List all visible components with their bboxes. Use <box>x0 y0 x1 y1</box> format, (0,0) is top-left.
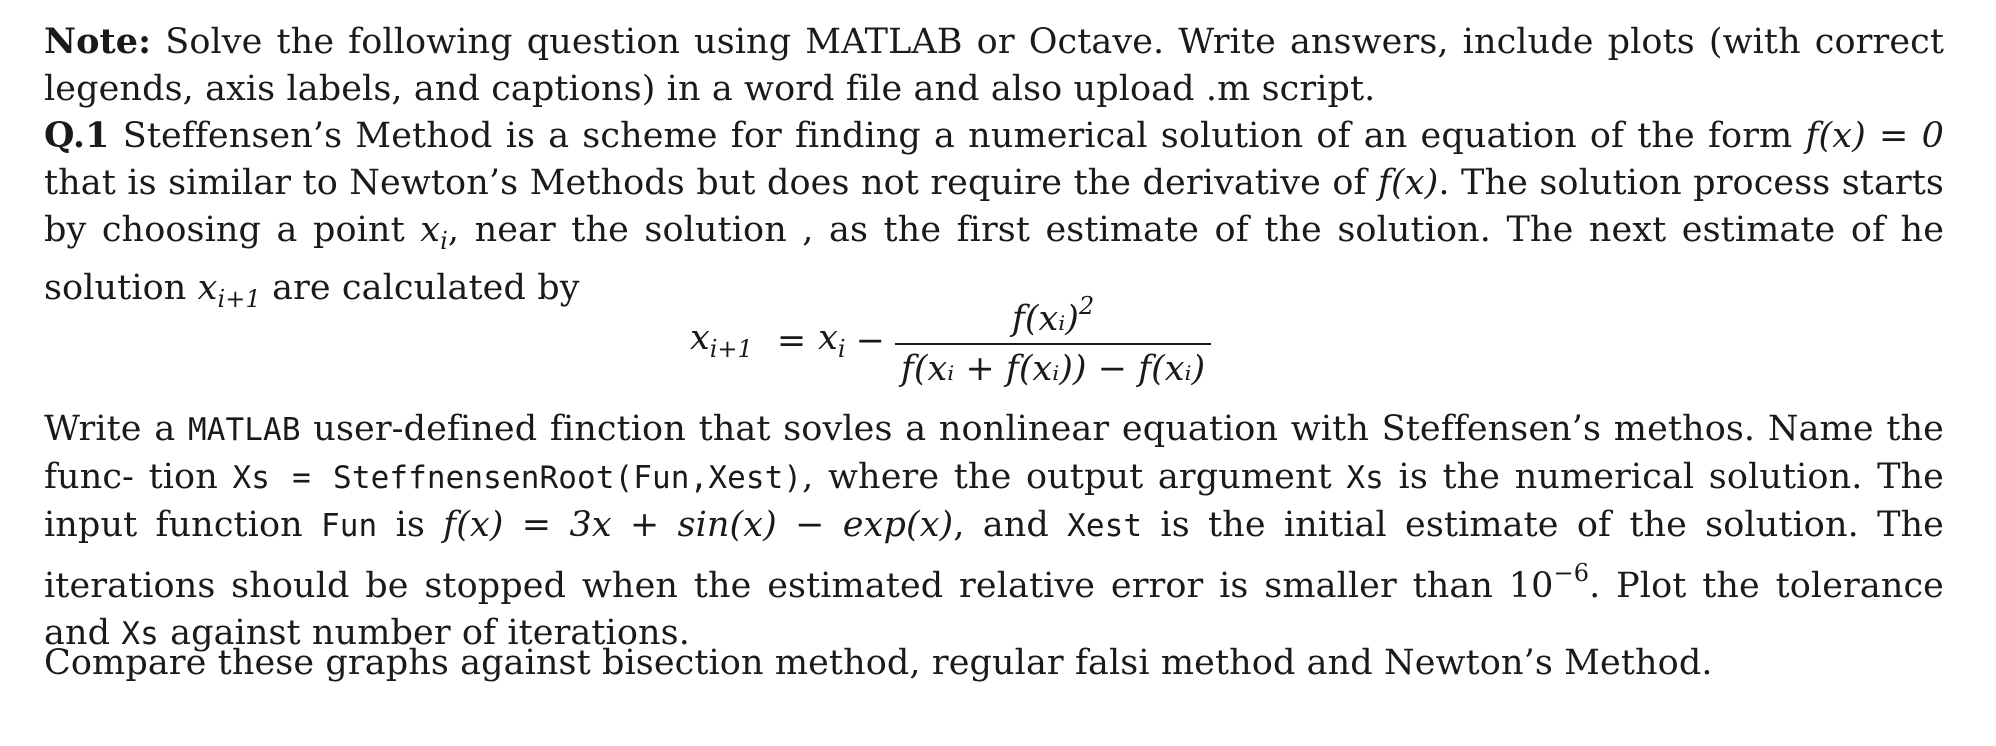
note-label: Note: <box>44 21 152 62</box>
xi-subscript: i <box>440 227 448 255</box>
question-text-4: , near the solution , as the first estimate of the solution. The next estimate of he solution <box>44 210 1945 308</box>
question-label: Q.1 <box>44 115 110 156</box>
task-text-6: , and <box>953 505 1068 545</box>
task-text-9: against number of iterations. <box>158 613 690 653</box>
function-signature: Xs = SteffnensenRoot(Fun,Xest) <box>232 460 803 496</box>
fun-input-arg: Fun <box>321 508 378 544</box>
equals-sign: = <box>776 320 807 361</box>
xi1-subscript: i+1 <box>217 285 261 313</box>
equation-lhs <box>690 318 753 363</box>
task-text-2: user-defined finction that sovles a nonlinear equation with Steffensen’s methos. Name the func- tion <box>44 409 1944 497</box>
fx-equals-zero: f(x) = 0 <box>1805 116 1944 156</box>
task-text-8: . Plot the tolerance and <box>44 566 1944 653</box>
question-text-1: Steffensen’s Method is a scheme for finding a numerical solution of an equation of the form <box>109 116 1806 156</box>
task-text-5: is <box>377 505 444 545</box>
task-text-1: Write a <box>44 409 188 449</box>
xest-input-arg: Xest <box>1067 508 1143 544</box>
minus-sign: − <box>855 320 885 361</box>
numerator-power: 2 <box>1078 292 1095 320</box>
equation-fraction <box>895 292 1211 389</box>
rhs-var: x <box>818 318 838 358</box>
xs-plot-arg: Xs <box>121 616 159 652</box>
xi-symbol: x <box>420 210 441 250</box>
compare-paragraph <box>44 640 1944 687</box>
equation-rhs-var <box>818 318 845 363</box>
fx-symbol: f(x) <box>1377 163 1439 203</box>
steffensen-equation <box>690 292 1211 389</box>
question-text-5: are calculated by <box>260 268 580 308</box>
xi1-symbol: x <box>197 268 218 308</box>
xs-output-arg: Xs <box>1346 460 1384 496</box>
numerator-text: f(xᵢ) <box>1011 299 1079 339</box>
task-text-7: is the initial estimate of the solution. The iterations should be stopped when the estimated relative error is smaller than 10 <box>44 505 1944 606</box>
tolerance-exponent: −6 <box>1553 559 1590 587</box>
lhs-subscript: i+1 <box>709 335 753 363</box>
fraction-numerator <box>1006 292 1100 343</box>
compare-text: Compare these graphs against bisection method, regular falsi method and Newton’s Method. <box>44 643 1713 683</box>
note-paragraph <box>44 18 1944 113</box>
matlab-word: MATLAB <box>188 412 301 448</box>
task-paragraph <box>44 406 1944 658</box>
task-text-4: is the numerical solution. The input function <box>44 457 1944 545</box>
question-text-3: . The solution process starts by choosing a point <box>44 163 1944 250</box>
lhs-var: x <box>690 318 710 358</box>
function-definition: f(x) = 3x + sin(x) − exp(x) <box>443 505 954 545</box>
fraction-denominator: f(xᵢ + f(xᵢ)) − f(xᵢ) <box>900 349 1206 389</box>
rhs-subscript: i <box>837 335 846 363</box>
note-text: Solve the following question using MATLAB or Octave. Write answers, include plots (with correct legends, axis labels, and captions) in a word file and also upload .m script. <box>44 22 1944 109</box>
question-text-2: that is similar to Newton’s Methods but does not require the derivative of <box>44 163 1378 203</box>
task-text-3: , where the output argument <box>802 457 1347 497</box>
